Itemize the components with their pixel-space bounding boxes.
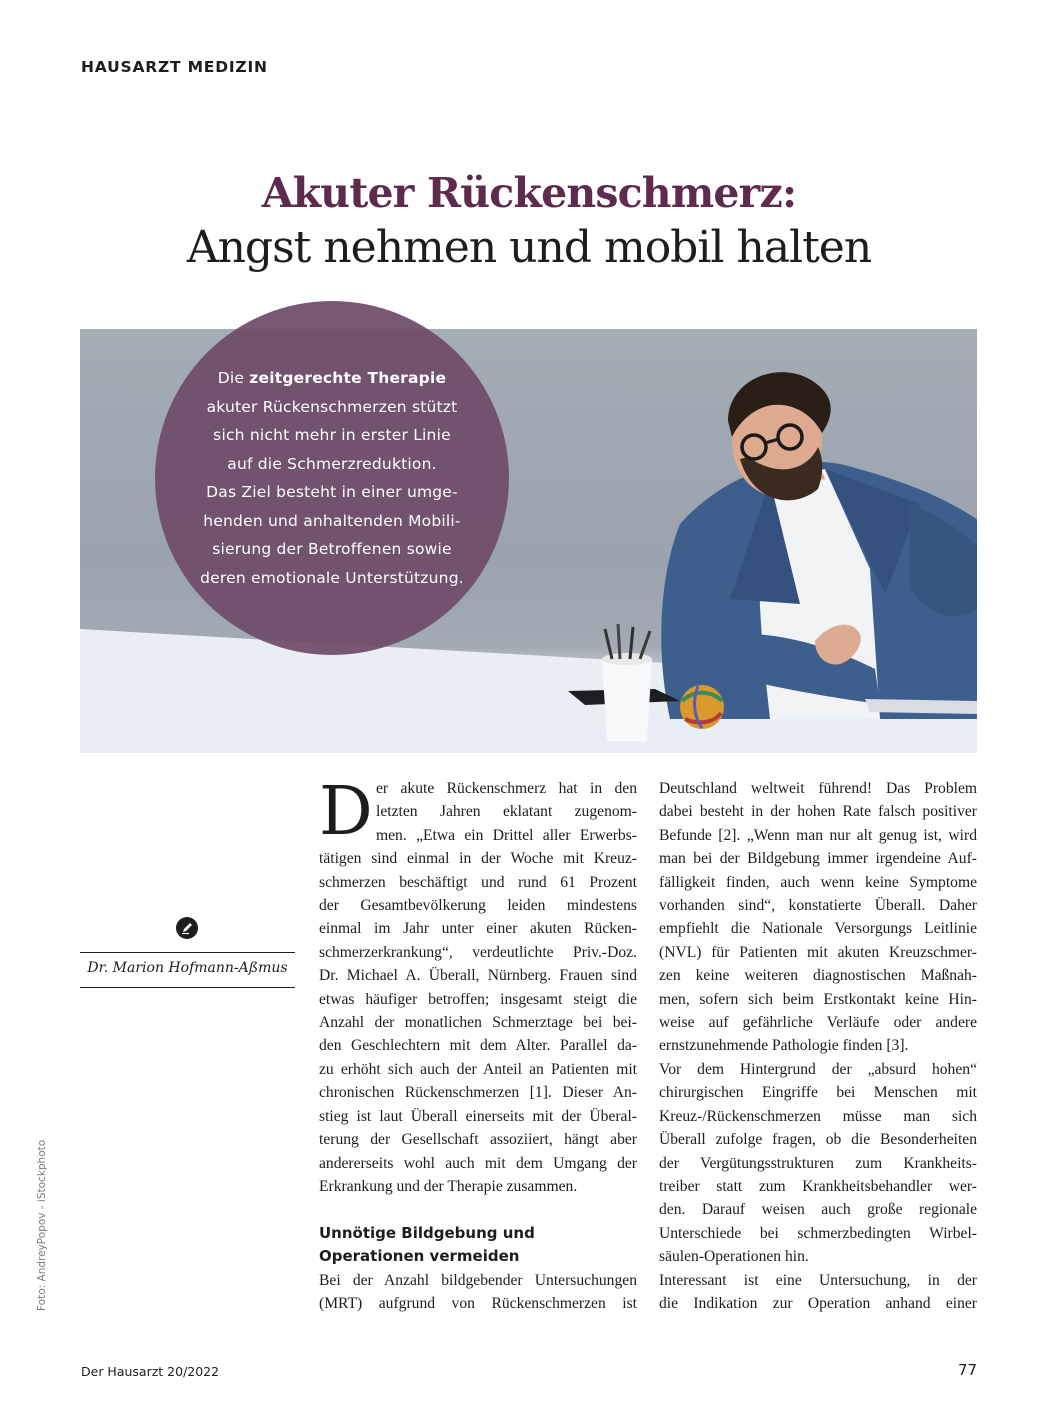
- title-line-1: Akuter Rückenschmerz:: [261, 169, 797, 217]
- drop-cap: D: [319, 772, 373, 850]
- page-number: 77: [958, 1361, 978, 1379]
- subheading: Operationen vermeiden: [319, 1247, 520, 1266]
- teaser-line: sierung der Betroffenen sowie: [212, 540, 452, 558]
- article-line: zu erhöht sich auch der Anteil an Patienten mit: [319, 1060, 637, 1078]
- teaser-line: sich nicht mehr in erster Linie: [213, 426, 451, 444]
- article-line: Unterschiede bei schmerzbedingten Wirbel-: [659, 1224, 977, 1242]
- article-line: Anzahl der monatlichen Schmerztage bei bei-: [319, 1014, 637, 1032]
- article-column-2: [659, 777, 977, 1315]
- article-line: Dr. Michael A. Überall, Nürnberg. Frauen sind: [319, 967, 637, 985]
- article-line: den Geschlechtern mit dem Alter. Parallel da-: [319, 1037, 637, 1055]
- article-line: weise auf gefährliche Verläufe oder andere: [659, 1014, 977, 1032]
- article-line: Befunde [2]. „Wenn man nur alt genug ist, wird: [659, 826, 977, 844]
- article-line: er akute Rückenschmerz hat in den: [376, 780, 637, 797]
- article-line: (MRT) aufgrund von Rückenschmerzen ist: [319, 1294, 637, 1312]
- teaser-line: deren emotionale Unterstützung.: [200, 568, 464, 587]
- article-line: dabei besteht in der hohen Rate falsch positiver: [659, 803, 977, 821]
- title-line-2: Angst nehmen und mobil halten: [186, 222, 872, 273]
- teaser-circle: [155, 301, 509, 655]
- article-line: etwas häufiger betroffen; insgesamt steigt die: [319, 990, 637, 1008]
- teaser-line: Das Ziel besteht in einer umge-: [206, 483, 458, 501]
- article-line: die Indikation zur Operation anhand einer: [659, 1294, 977, 1312]
- article-line: Vor dem Hintergrund der „absurd hohen“: [659, 1060, 977, 1078]
- article-line: schmerzerkrankung“, verdeutlichte Priv.-Doz.: [319, 943, 637, 961]
- subheading: Unnötige Bildgebung und: [319, 1223, 535, 1242]
- article-line: der Gesamtbevölkerung leiden mindestens: [319, 897, 637, 915]
- teaser-line: akuter Rückenschmerzen stützt: [206, 397, 458, 416]
- article-line: treiber statt zum Krankheitsbehandler wer-: [659, 1177, 977, 1195]
- teaser-line: Die zeitgerechte Therapie: [217, 369, 447, 387]
- article-line: chronischen Rückenschmerzen [1]. Dieser An-: [319, 1084, 637, 1102]
- article-line: empfiehlt die Nationale Versorgungs Leitlinie: [659, 920, 977, 938]
- article-line: stieg ist laut Überall einerseits mit der Überal-: [319, 1107, 637, 1125]
- article-line: men, sofern sich beim Erstkontakt keine Hin-: [659, 990, 977, 1008]
- article-line: chirurgischen Eingriffe bei Menschen mit: [659, 1084, 977, 1102]
- article-line: einmal im Jahr unter einer akuten Rücken-: [319, 920, 637, 938]
- article-line: Überall zufolge fragen, ob die Besonderheiten: [659, 1131, 977, 1149]
- pen-icon: [176, 917, 198, 939]
- article-line: ernstzunehmende Pathologie finden [3].: [659, 1037, 909, 1055]
- article-line: andererseits wohl auch mit dem Umgang der: [319, 1154, 637, 1172]
- article-line: tätigen sind einmal in der Woche mit Kreuz-: [319, 850, 637, 868]
- author-divider-top: [80, 952, 295, 953]
- article-line: Kreuz-/Rückenschmerzen müsse man sich: [659, 1107, 977, 1125]
- article-line: letzten Jahren eklatant zugenom-: [376, 803, 637, 821]
- article-line: Deutschland weltweit führend! Das Problem: [659, 780, 977, 797]
- article-line: Bei der Anzahl bildgebender Untersuchungen: [319, 1271, 637, 1289]
- journal-issue: Der Hausarzt 20/2022: [81, 1364, 220, 1379]
- article-line: vorhanden sind“, konstatierte Überall. Daher: [659, 897, 977, 915]
- article-title: [0, 166, 1058, 276]
- article-line: säulen-Operationen hin.: [659, 1248, 809, 1266]
- article-line: Erkrankung und der Therapie zusammen.: [319, 1177, 578, 1195]
- article-line: man bei der Bildgebung immer irgendeine Auf-: [659, 850, 977, 868]
- article-line: terung der Gesellschaft assoziiert, hängt aber: [319, 1131, 637, 1149]
- section-label: HAUSARZT MEDIZIN: [81, 58, 268, 76]
- teaser-line: auf die Schmerzreduktion.: [227, 454, 437, 473]
- article-line: den. Darauf weisen auch große regionale: [659, 1201, 977, 1219]
- article-line: zen keine weiteren diagnostischen Maßnah-: [659, 967, 977, 985]
- article-line: (NVL) für Patienten mit akuten Kreuzschmer-: [659, 943, 977, 961]
- article-column-1: [319, 772, 637, 1315]
- paragraph-gap: [319, 1198, 637, 1221]
- article-line: der Vergütungsstrukturen zum Krankheits-: [659, 1154, 977, 1172]
- article-line: fälligkeit finden, auch wenn keine Symptome: [659, 873, 977, 891]
- article-line: men. „Etwa ein Drittel aller Erwerbs-: [376, 826, 637, 844]
- author-name: Dr. Marion Hofmann-Aßmus: [87, 960, 288, 976]
- article-line: Interessant ist eine Untersuchung, in der: [659, 1271, 977, 1289]
- teaser-line: henden und anhaltenden Mobili-: [203, 511, 461, 530]
- article-line: schmerzen beschäftigt und rund 61 Prozent: [319, 873, 637, 891]
- photo-credit: Foto: AndreyPopov - iStockphoto: [36, 1139, 48, 1311]
- author-divider-bottom: [80, 987, 295, 988]
